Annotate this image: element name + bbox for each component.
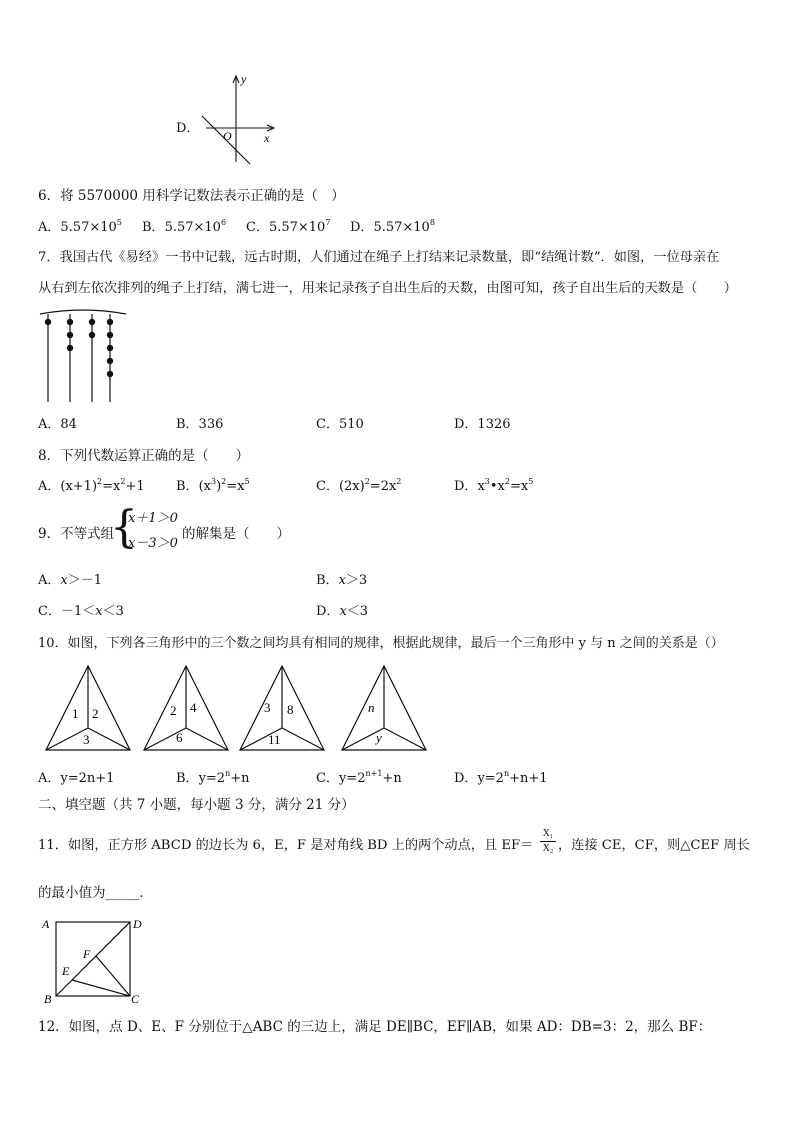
q11-fraction-numerator: X₁ bbox=[542, 828, 554, 839]
q10-t2-right-number: 4 bbox=[190, 700, 197, 715]
q9-inequality-1: x＋1＞0 bbox=[128, 511, 178, 526]
q9-inequality-2: x－3＞0 bbox=[128, 536, 178, 551]
q10-t3-right-number: 8 bbox=[287, 702, 294, 717]
q7-rope-4-knot bbox=[107, 319, 113, 325]
q7-rope-1-knot bbox=[45, 319, 51, 325]
q7-rope-3-knot bbox=[89, 332, 95, 338]
q9-stem-prefix: 9．不等式组 bbox=[38, 526, 115, 542]
q11-fraction-bar bbox=[540, 841, 556, 842]
q10-t1-left-number: 1 bbox=[72, 706, 79, 721]
q10-t2-bottom-number: 6 bbox=[176, 730, 183, 745]
q10-t1-right-number: 2 bbox=[92, 706, 99, 721]
q5-y-axis-label: y bbox=[241, 72, 247, 86]
q7-stem-line2: 从右到左依次排列的绳子上打结，满七进一，用来记录孩子自出生后的天数，由图可知，孩子自出生后的天数是（ ） bbox=[38, 281, 737, 296]
q10-triangle-1 bbox=[44, 664, 132, 752]
q11-vertex-d: D bbox=[133, 917, 142, 931]
q10-option-a: A．y=2n+1 bbox=[38, 771, 115, 786]
q9-option-b: B．x＞3 bbox=[316, 573, 368, 588]
q10-triangle-3 bbox=[238, 664, 326, 752]
q6-option-b: B．$5.57\times 10^6$ bbox=[142, 218, 227, 235]
q7-option-d: D．1326 bbox=[454, 417, 511, 432]
q10-t3-left-number: 3 bbox=[264, 700, 271, 715]
q10-option-c: C．$y=2^{n+1}+n$ bbox=[316, 769, 402, 786]
q7-rope-4-knot bbox=[107, 345, 113, 351]
q10-t3-bottom-number: 11 bbox=[268, 732, 281, 747]
section-2-heading: 二、填空题（共 7 小题，每小题 3 分，满分 21 分） bbox=[38, 797, 355, 813]
q5-linear-graph bbox=[196, 70, 286, 170]
q11-vertex-c: C bbox=[131, 992, 140, 1006]
q10-t1-bottom-number: 3 bbox=[83, 732, 90, 747]
q11-stem-suffix: ，连接 CE，CF，则△CEF 周长 bbox=[558, 838, 750, 853]
q11-square-figure bbox=[40, 914, 144, 1006]
q7-rope-2-knot bbox=[67, 345, 73, 351]
q7-rope-4-knot bbox=[107, 371, 113, 377]
q10-t2-left-number: 2 bbox=[170, 703, 177, 718]
q7-rope-2-knot bbox=[67, 332, 73, 338]
q8-option-b: B．$(x^3)^2=x^5$ bbox=[176, 477, 250, 494]
q11-point-e: E bbox=[62, 964, 70, 978]
q11-stem-prefix: 11．如图，正方形 ABCD 的边长为 6，E，F 是对角线 BD 上的两个动点，且 EF＝ bbox=[38, 838, 534, 853]
q7-rope-4-knot bbox=[107, 332, 113, 338]
q7-option-a: A．84 bbox=[38, 417, 77, 432]
q7-stem-line1: 7．我国古代《易经》一书中记载，远古时期，人们通过在绳子上打结来记录数量，即“结绳计数”．如图，一位母亲在 bbox=[38, 250, 720, 265]
q7-rope-3-knot bbox=[89, 319, 95, 325]
q11-fraction bbox=[540, 828, 556, 855]
q11-stem-line2: 的最小值为_____． bbox=[38, 885, 153, 901]
q7-rope-2-knot bbox=[67, 319, 73, 325]
q12-stem: 12．如图，点 D、E、F 分别位于△ABC 的三边上，满足 DE∥BC，EF∥AB，如果 AD：DB=3：2，那么 BF： bbox=[38, 1019, 712, 1035]
q9-system-brace: { bbox=[110, 502, 138, 553]
q5-option-d-label: D． bbox=[176, 121, 200, 136]
q5-x-axis-label: x bbox=[264, 131, 270, 145]
q9-option-d: D．x＜3 bbox=[316, 604, 369, 619]
q11-point-f: F bbox=[83, 947, 91, 961]
q10-triangle-4 bbox=[340, 664, 428, 752]
q10-triangle-2 bbox=[142, 664, 230, 752]
q5-origin-label: O bbox=[223, 129, 232, 143]
q10-t4-left-value: n bbox=[368, 700, 375, 715]
q9-option-c: C．－1＜x＜3 bbox=[38, 604, 124, 619]
q8-option-c: C．$(2x)^2=2x^2$ bbox=[316, 477, 402, 494]
q10-stem: 10．如图，下列各三角形中的三个数之间均具有相同的规律，根据此规律，最后一个三角形中 y 与 n 之间的关系是（） bbox=[38, 636, 724, 651]
q8-option-d: D．$x^3•x^2=x^5$ bbox=[454, 477, 534, 494]
q6-stem: 6．将 5570000 用科学记数法表示正确的是（ ） bbox=[38, 188, 345, 204]
q6-option-d: D．$5.57\times 10^8$ bbox=[350, 218, 435, 235]
q9-option-a: A．x＞－1 bbox=[38, 573, 103, 588]
q7-option-c: C．510 bbox=[316, 417, 364, 432]
q11-vertex-b: B bbox=[44, 992, 52, 1006]
q7-option-b: B．336 bbox=[176, 417, 224, 432]
q10-option-d: D．$y=2^n+n+1$ bbox=[454, 769, 548, 786]
q6-option-c: C．$5.57\times 10^7$ bbox=[246, 218, 331, 235]
q8-option-a: A．$(x+1)^2=x^2+1$ bbox=[38, 477, 145, 494]
q8-stem: 8．下列代数运算正确的是（ ） bbox=[38, 448, 250, 464]
q7-knotted-rope-figure bbox=[38, 308, 128, 404]
q6-option-a: A．$5.57\times 10^5$ bbox=[38, 218, 122, 235]
q10-option-b: B．$y=2^n+n$ bbox=[176, 769, 250, 786]
q11-fraction-denominator: X₂ bbox=[542, 843, 554, 854]
q7-rope-4-knot bbox=[107, 358, 113, 364]
q11-vertex-a: A bbox=[42, 917, 50, 931]
q9-stem-suffix: 的解集是（ ） bbox=[182, 526, 290, 542]
q10-t4-bottom-value: y bbox=[376, 730, 382, 745]
